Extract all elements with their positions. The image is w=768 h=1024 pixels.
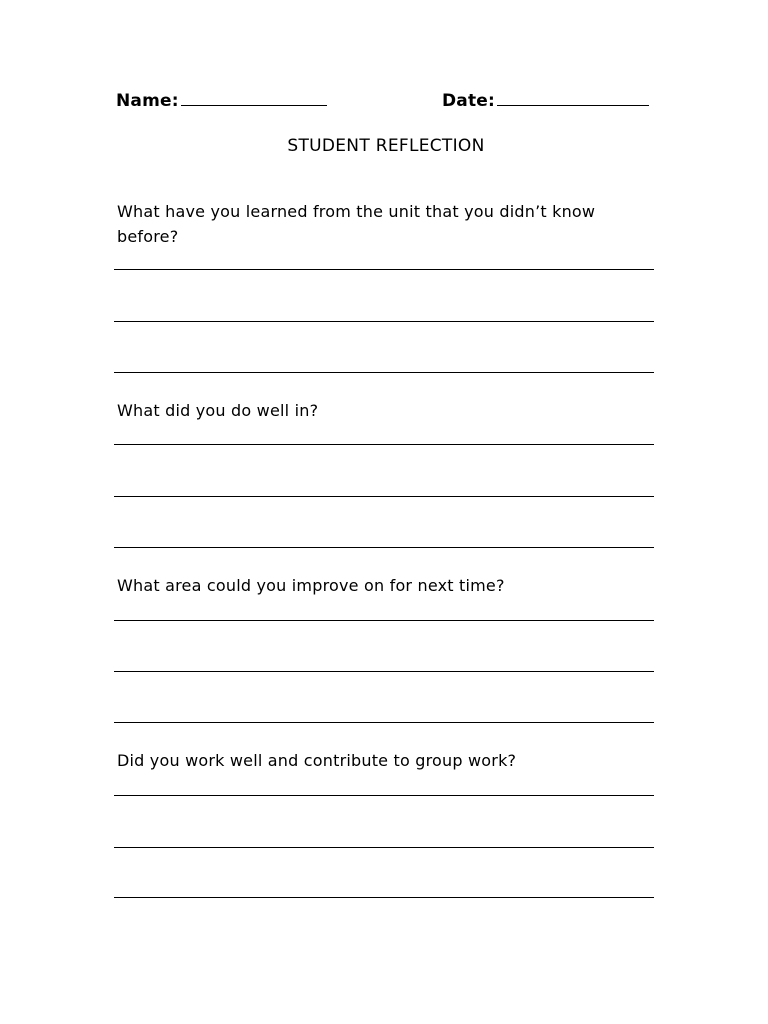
question-2: What did you do well in? bbox=[117, 401, 319, 420]
date-field bbox=[442, 88, 649, 111]
name-blank[interactable] bbox=[181, 88, 327, 106]
answer-line[interactable] bbox=[114, 372, 654, 373]
answer-line[interactable] bbox=[114, 321, 654, 322]
answer-line[interactable] bbox=[114, 496, 654, 497]
date-blank[interactable] bbox=[497, 88, 649, 106]
answer-line[interactable] bbox=[114, 847, 654, 848]
question-3: What area could you improve on for next time? bbox=[117, 576, 505, 595]
answer-line[interactable] bbox=[114, 444, 654, 445]
answer-line[interactable] bbox=[114, 547, 654, 548]
answer-line[interactable] bbox=[114, 897, 654, 898]
answer-line[interactable] bbox=[114, 269, 654, 270]
page-title: STUDENT REFLECTION bbox=[287, 136, 485, 156]
date-label: Date: bbox=[442, 91, 496, 111]
answer-line[interactable] bbox=[114, 722, 654, 723]
answer-line[interactable] bbox=[114, 620, 654, 621]
name-field bbox=[116, 88, 327, 111]
question-1: What have you learned from the unit that you didn’t know before? bbox=[117, 202, 596, 246]
answer-line[interactable] bbox=[114, 795, 654, 796]
name-label: Name: bbox=[116, 91, 179, 111]
answer-line[interactable] bbox=[114, 671, 654, 672]
question-4: Did you work well and contribute to group work? bbox=[117, 751, 517, 770]
